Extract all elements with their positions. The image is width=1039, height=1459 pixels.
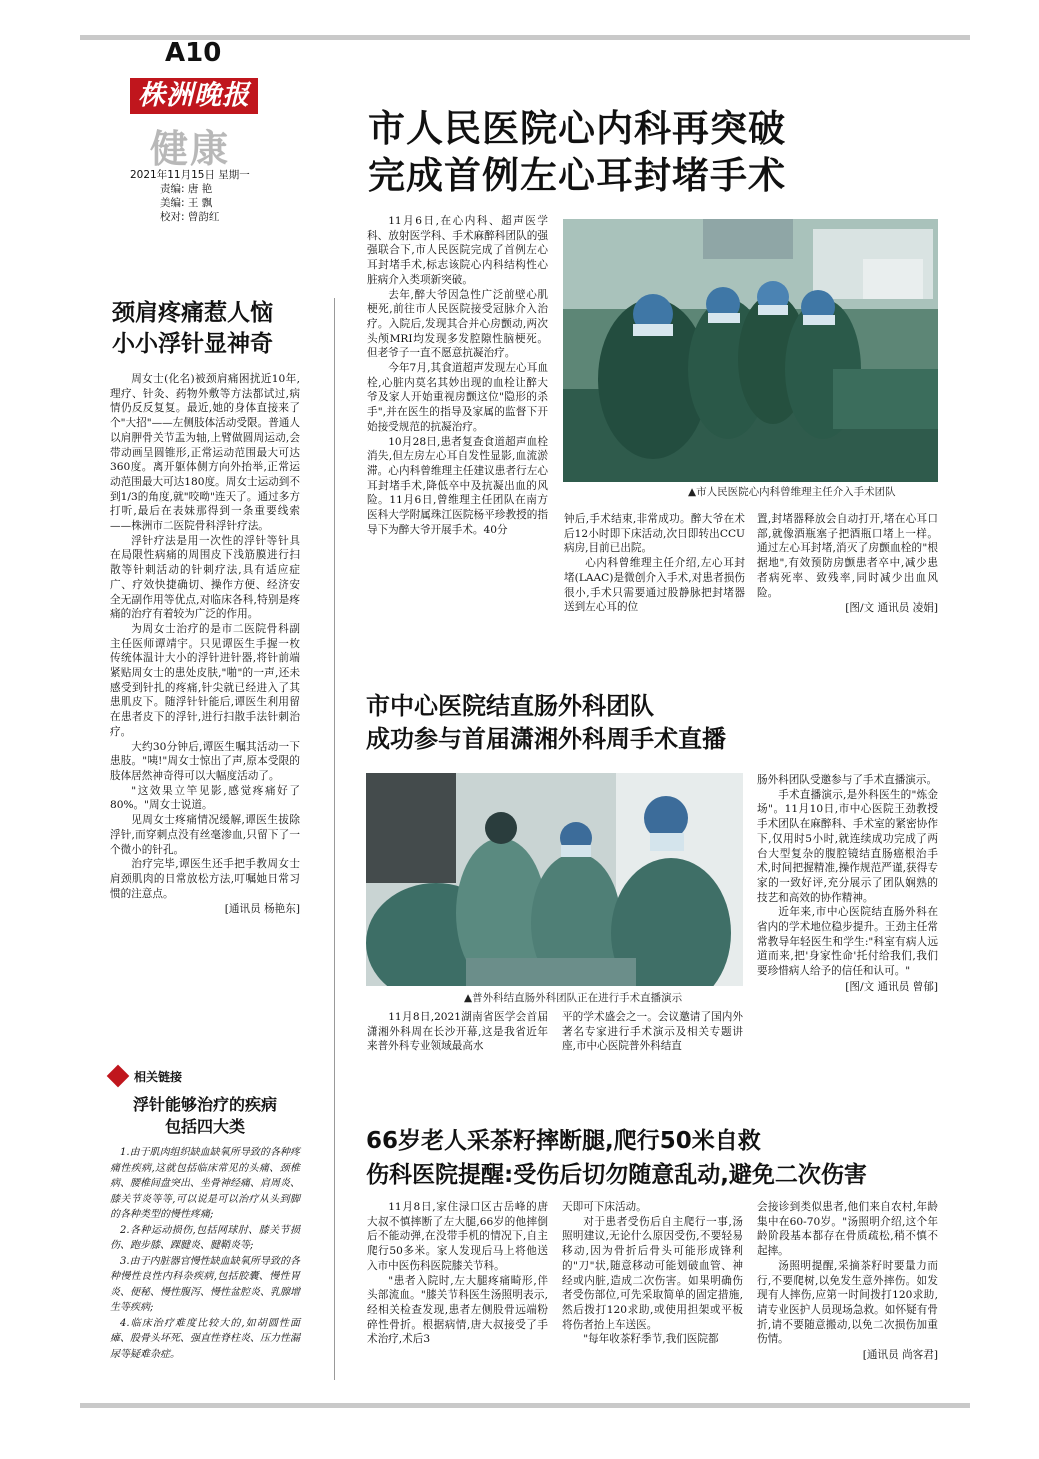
paragraph: 钟后,手术结束,非常成功。醉大爷在术后12小时即下床活动,次日即转出CCU病房,目前已出院。	[564, 513, 745, 555]
middle-col3	[757, 773, 938, 994]
left-headline-line1: 颈肩疼痛惹人恼	[112, 300, 273, 326]
paragraph: 今年7月,其食道超声发现左心耳血栓,心脏内莫名其妙出现的血栓让醉大爷及家人开始重视房颤这位"隐形的杀手",并在医生的指导及家属的监督下开始接受规范的抗凝治疗。	[367, 362, 548, 433]
left-byline: [通讯员 杨艳东]	[224, 903, 300, 916]
list-item: 3.由于内脏器官慢性缺血缺氧所导致的各种慢性良性内科杂疾病,包括胶囊、慢性胃炎、便秘、慢性腹泻、慢性盆腔炎、乳腺增生等疾病;	[110, 1255, 300, 1313]
paragraph: 心内科曾维理主任介绍,左心耳封堵(LAAC)是微创介入手术,对患者损伤很小,手术只需要通过股静脉把封堵器送到左心耳的位	[564, 557, 745, 614]
related-link-title	[110, 1094, 300, 1138]
masthead-info	[130, 168, 250, 224]
bottom-headline-line1: 66岁老人采茶籽摔断腿,爬行50米自救	[366, 1128, 761, 1154]
operating-room-image	[563, 219, 938, 482]
middle-col2	[562, 1010, 743, 1054]
paragraph: 天即可下床活动。	[562, 1201, 647, 1213]
list-item: 2.各种运动损伤,包括网球肘、膝关节损伤、跑步膝、踝腱炎、腱鞘炎等;	[110, 1224, 300, 1251]
editor: 责编: 唐 艳	[160, 183, 213, 195]
paragraph: 见周女士疼痛情况缓解,谭医生拔除浮针,而穿刺点没有丝毫渗血,只留下了一个微小的针孔。	[110, 814, 300, 856]
lead-photo-caption: ▲市人民医院心内科曾维理主任介入手术团队	[688, 486, 896, 498]
paragraph: 会接诊到类似患者,他们来自农村,年龄集中在60-70岁。"汤照明介绍,这个年龄阶段基本都存在骨质疏松,稍不慎不起摔。	[757, 1201, 938, 1258]
left-headline-line2: 小小浮针显神奇	[112, 331, 273, 357]
list-item: 4.临床治疗难度比较大的,如胡圆性面瘫、股骨头坏死、强直性脊柱炎、压力性漏尿等疑难杂症。	[110, 1317, 300, 1360]
paragraph: 周女士(化名)被颈肩痛困扰近10年,理疗、针灸、药物外敷等方法都试过,病情仍反反复复。最近,她的身体直接来了个"大招"——左侧肢体活动受限。普通人以肩胛骨关节盂为轴,上臂做圆周运动,会带动画呈圆锥形,正常运动范围最大可达360度。离开躯体侧方向外抬举,正常运动范围最大可达180度。周女士运动到不到1/3的角度,就"咬呦"连天了。通过多方打听,最后在表妹那得到一条重要线索——株洲市二医院骨科浮针疗法。	[110, 373, 300, 533]
issue-date: 2021年11月15日 星期一	[130, 169, 250, 181]
lead-byline: [图/文 通讯员 凌娟]	[845, 602, 938, 615]
paragraph: 浮针疗法是用一次性的浮针等针具在局限性病痛的周围皮下浅筋膜进行扫散等针刺活动的针刺疗法,具有适应症广、疗效快捷确切、操作方便、经济安全无副作用等优点,对临床各科,特别是疼痛的治疗有着较为广泛的作用。	[110, 534, 300, 621]
paragraph: "患者入院时,左大腿疼痛畸形,伴头部流血。"膝关节科医生汤照明表示,经相关检查发现,患者左侧股骨远端粉碎性骨折。根据病情,唐大叔接受了手术治疗,术后3	[367, 1274, 548, 1346]
lead-headline-line2: 完成首例左心耳封堵手术	[368, 154, 786, 197]
paragraph: 11月8日,家住渌口区古岳峰的唐大叔不慎摔断了左大腿,66岁的他摔倒后不能动弹,在没带手机的情况下,自主爬行50多米。家人发现后马上将他送入市中医伤科医院膝关节科。	[367, 1201, 548, 1272]
left-story-body	[110, 372, 300, 916]
paragraph: 手术直播演示,是外科医生的"炼金场"。11月10日,市中心医院王劲教授手术团队在麻醉科、手术室的紧密协作下,仅用时5小时,就连续成功完成了两台大型复杂的腹腔镜结直肠癌根治手术,时间把握精准,操作规范严谨,获得专家的一致好评,充分展示了团队娴熟的技艺和高效的协作精神。	[757, 788, 938, 904]
bottom-byline: [通讯员 尚客君]	[862, 1349, 938, 1362]
paragraph: 11月8日,2021湖南省医学会首届潇湘外科周在长沙开幕,这是我省近年来普外科专业领域最高水	[367, 1011, 548, 1053]
bottom-rule	[80, 1403, 970, 1408]
paragraph: 10月28日,患者复查食道超声血栓消失,但左房左心耳自发性显影,血流淤滞。心内科曾维理主任建议患者行左心耳封堵手术,降低卒中及抗凝出血的风险。11月6日,曾维理主任团队在南方医科大学附属珠江医院杨平珍教授的指导下为醉大爷开展手术。40分	[367, 435, 548, 536]
tag-marker-icon	[107, 1065, 130, 1088]
paragraph: 肠外科团队受邀参与了手术直播演示。	[757, 774, 938, 786]
bottom-headline	[366, 1124, 867, 1192]
related-title-line1: 浮针能够治疗的疾病	[132, 1095, 277, 1114]
column-divider	[334, 298, 335, 1380]
paragraph: "每年收茶籽季节,我们医院都	[583, 1333, 719, 1346]
paper-logo: 株洲晚报	[130, 78, 258, 114]
lead-photo	[563, 219, 938, 482]
lead-col1	[367, 214, 548, 537]
art-editor: 美编: 王 飘	[160, 197, 213, 209]
related-title-line2: 包括四大类	[164, 1117, 245, 1136]
middle-photo	[366, 773, 743, 986]
paragraph: 近年来,市中心医院结直肠外科在省内的学术地位稳步提升。王劲主任常常教导年轻医生和学生:"科室有病人远道而来,把'身家性命'托付给我们,我们要珍惜病人给予的信任和认可。"	[757, 906, 938, 978]
bottom-col2	[562, 1200, 743, 1347]
middle-col1	[367, 1010, 548, 1054]
middle-headline-line1: 市中心医院结直肠外科团队	[366, 692, 654, 720]
list-item: 1.由于肌肉组织缺血缺氧所导致的各种疼痛性疾病,这就包括临床常见的头痛、颈椎病、腰椎间盘突出、坐骨神经痛、肩周炎、膝关节炎等等,可以说是可以治疗从头到脚的各种类型的慢性疼痛;	[110, 1147, 300, 1220]
middle-photo-caption: ▲普外科结直肠外科团队正在进行手术直播演示	[464, 992, 683, 1004]
lead-col2	[564, 512, 745, 615]
related-link-label: 相关链接	[134, 1069, 183, 1084]
bottom-headline-line2: 伤科医院提醒:受伤后切勿随意乱动,避免二次伤害	[366, 1162, 867, 1188]
middle-headline	[366, 690, 726, 756]
paragraph: 11月6日,在心内科、超声医学科、放射医学科、手术麻醉科团队的强强联合下,市人民医院完成了首例左心耳封堵手术,标志该院心内科结构性心脏病介入类项新突破。	[367, 215, 548, 286]
paragraph: 为周女士治疗的是市二医院骨科副主任医师谭靖宇。只见谭医生手握一枚传统体温计大小的浮针进针器,将针前端紧贴周女士的患处皮肤,"啪"的一声,还未感受到针扎的疼痛,针尖就已经进入了其患肌皮下。随浮针针能后,谭医生利用留在患者皮下的浮针,进行扫散手法针刺治疗。	[110, 622, 300, 738]
bottom-col1	[367, 1200, 548, 1347]
paragraph: 去年,醉大爷因急性广泛前壁心肌梗死,前往市人民医院接受冠脉介入治疗。入院后,发现其合并心房颤动,两次头颅MRI均发现多发腔隙性脑梗死。但老爷子一直不愿意抗凝治疗。	[367, 288, 548, 360]
lead-headline-line1: 市人民医院心内科再突破	[368, 107, 786, 150]
bottom-col3	[757, 1200, 938, 1362]
lead-headline	[368, 105, 786, 199]
related-link-list	[110, 1145, 300, 1362]
section-title: 健康	[150, 126, 231, 171]
middle-byline: [图/文 通讯员 曾郁]	[845, 980, 938, 993]
lead-col3	[757, 512, 938, 615]
paragraph: "这效果立竿见影,感觉疼痛好了80%。"周女士说道。	[110, 784, 300, 812]
paragraph: 置,封堵器释放会自动打开,堵在心耳口部,就像酒瓶塞子把酒瓶口堵上一样。通过左心耳封堵,消灭了房颤血栓的"根据地",有效预防房颤患者卒中,减少患者病死率、致残率,同时减少出血风险。	[757, 513, 938, 599]
surgery-live-image	[366, 773, 743, 986]
left-headline	[112, 298, 273, 360]
page-number: A10	[165, 38, 222, 68]
related-link-tag	[110, 1066, 182, 1086]
proofreader: 校对: 曾韵红	[160, 211, 220, 223]
middle-headline-line2: 成功参与首届潇湘外科周手术直播	[366, 725, 726, 753]
paragraph: 大约30分钟后,谭医生嘱其活动一下患肢。"咦!"周女士惊出了声,原本受限的肢体居然神奇得可以大幅度活动了。	[110, 740, 300, 782]
paragraph: 平的学术盛会之一。会议邀请了国内外著名专家进行手术演示及相关专题讲座,市中心医院普外科结直	[562, 1011, 743, 1053]
paragraph: 对于患者受伤后自主爬行一事,汤照明建议,无论什么原因受伤,不要轻易移动,因为骨折后骨头可能形成锋利的"刀"状,随意移动可能划破血管、神经或内脏,造成二次伤害。如果明确伤者受伤部位,可先采取简单的固定措施,然后拨打120求助,或使用担架或平板将伤者抬上车送医。	[562, 1215, 743, 1331]
paragraph: 治疗完毕,谭医生还手把手教周女士肩颈肌肉的日常放松方法,叮嘱她日常习惯的注意点。	[110, 858, 300, 900]
paragraph: 汤照明提醒,采摘茶籽时要量力而行,不要爬树,以免发生意外摔伤。如发现有人摔伤,应第一时间拨打120求助,请专业医护人员现场急救。如怀疑有骨折,请不要随意搬动,以免二次损伤加重伤情。	[757, 1259, 938, 1346]
